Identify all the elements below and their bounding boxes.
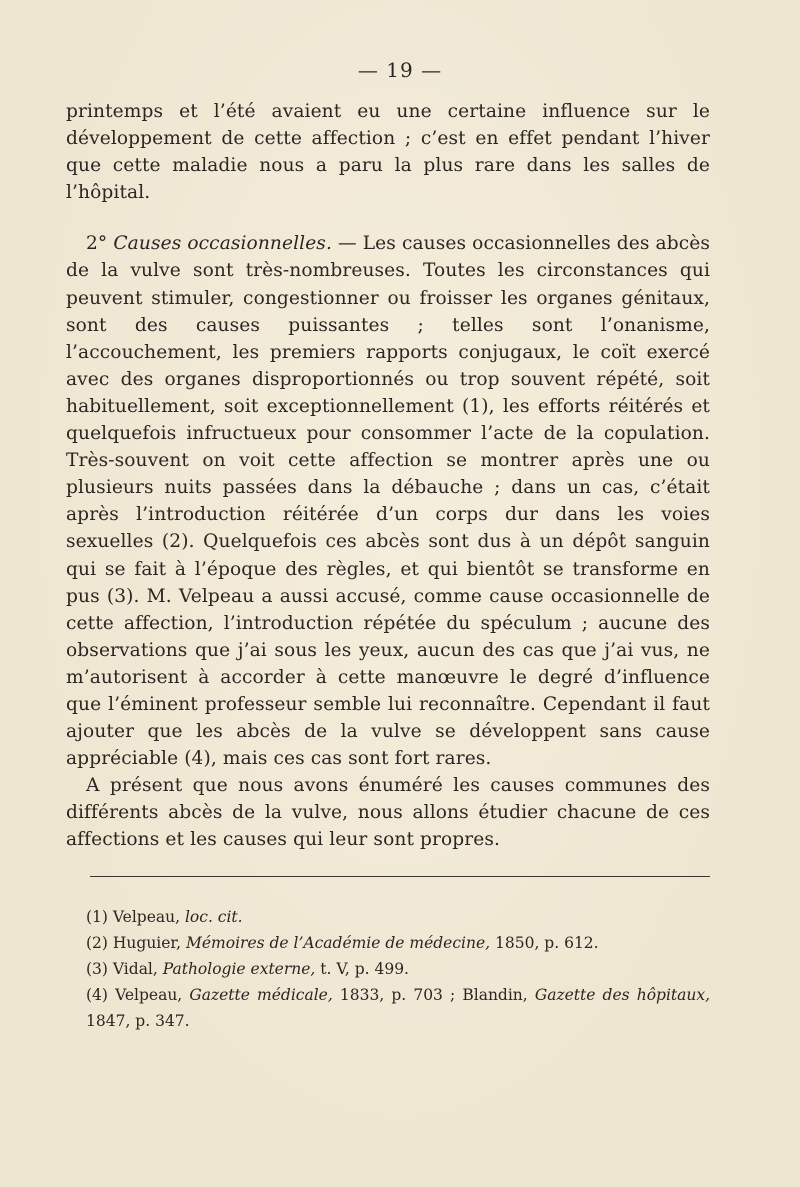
footnote-work-2: Gazette des hôpitaux, <box>534 986 711 1004</box>
footnote-rest-2: 1847, p. 347. <box>86 1012 190 1030</box>
footnote-marker: (1) <box>86 908 113 926</box>
footnote-author: Velpeau, <box>112 908 185 926</box>
paragraph-1: printemps et l’été avaient eu une certaine influence sur le développement de cette affection ; c’est en effet pendant l’hiver que cette maladie nous a paru la plus rare dans les salles de l’hôpital. <box>66 101 710 204</box>
paragraph-3: A présent que nous avons énuméré les causes communes des différents abcès de la vulve, nous allons étudier chacune de ces affections et les causes qui leur sont propres. <box>66 775 710 851</box>
footnote-3 <box>66 956 710 982</box>
footnote-work: Gazette médicale, <box>189 986 333 1004</box>
footnote-author: Huguier, <box>112 934 186 952</box>
section-number: 2° <box>86 233 114 255</box>
footnote-work: Mémoires de l’Académie de médecine, <box>186 934 491 952</box>
paragraph-2-body: — Les causes occasionnelles des abcès de la vulve sont très-nombreuses. Toutes les circonstances qui peuvent stimuler, congestionner ou froisser les organes génitaux, sont des causes puissantes ; telles sont l’onanisme, l’accouchement, les premiers rapports conjugaux, le coït exercé avec des organes disproportionnés ou trop souvent répété, soit habituellement, soit exceptionnellement (1), les efforts réitérés et quelquefois infructueux pour consommer l’acte de la copulation. Très-souvent on voit cette affection se montrer après une ou plusieurs nuits passées dans la débauche ; dans un cas, c’était après l’introduction réitérée d’un corps dur dans les voies sexuelles (2). Quelquefois ces abcès sont dus à un dépôt sanguin qui se fait à l’époque des règles, et qui bientôt se transforme en pus (3). M. Velpeau a aussi accusé, comme cause occasionnelle de cette affection, l’introduction répétée du spéculum ; aucune des observations que j’ai sous les yeux, aucun des cas que j’ai vus, ne m’autorisent à accorder à cette manœuvre le degré d’influence que l’éminent professeur semble lui reconnaître. Cependant il faut ajouter que les abcès de la vulve se développent sans cause appréciable (4), mais ces cas sont fort rares. <box>66 233 710 770</box>
footnote-rest: t. V, p. 499. <box>315 960 409 978</box>
footnote-2 <box>66 930 710 956</box>
footnote-divider <box>90 876 710 877</box>
footnotes <box>66 904 710 1034</box>
footnote-rest: 1833, p. 703 ; Blandin, <box>332 986 535 1004</box>
footnote-author: Vidal, <box>112 960 163 978</box>
footnote-author: Velpeau, <box>115 986 190 1004</box>
section-heading: Causes occasionnelles. <box>113 233 332 255</box>
footnote-1 <box>66 904 710 930</box>
footnote-work: Pathologie externe, <box>162 960 316 978</box>
paragraph-2 <box>66 230 710 772</box>
footnote-marker: (4) <box>86 986 116 1004</box>
body-text <box>66 98 710 854</box>
footnote-marker: (3) <box>86 960 113 978</box>
page-number: — 19 — <box>357 58 443 82</box>
footnote-work: loc. cit. <box>184 908 243 926</box>
footnote-rest: 1850, p. 612. <box>490 934 599 952</box>
footnote-4 <box>66 982 710 1034</box>
footnote-marker: (2) <box>86 934 113 952</box>
